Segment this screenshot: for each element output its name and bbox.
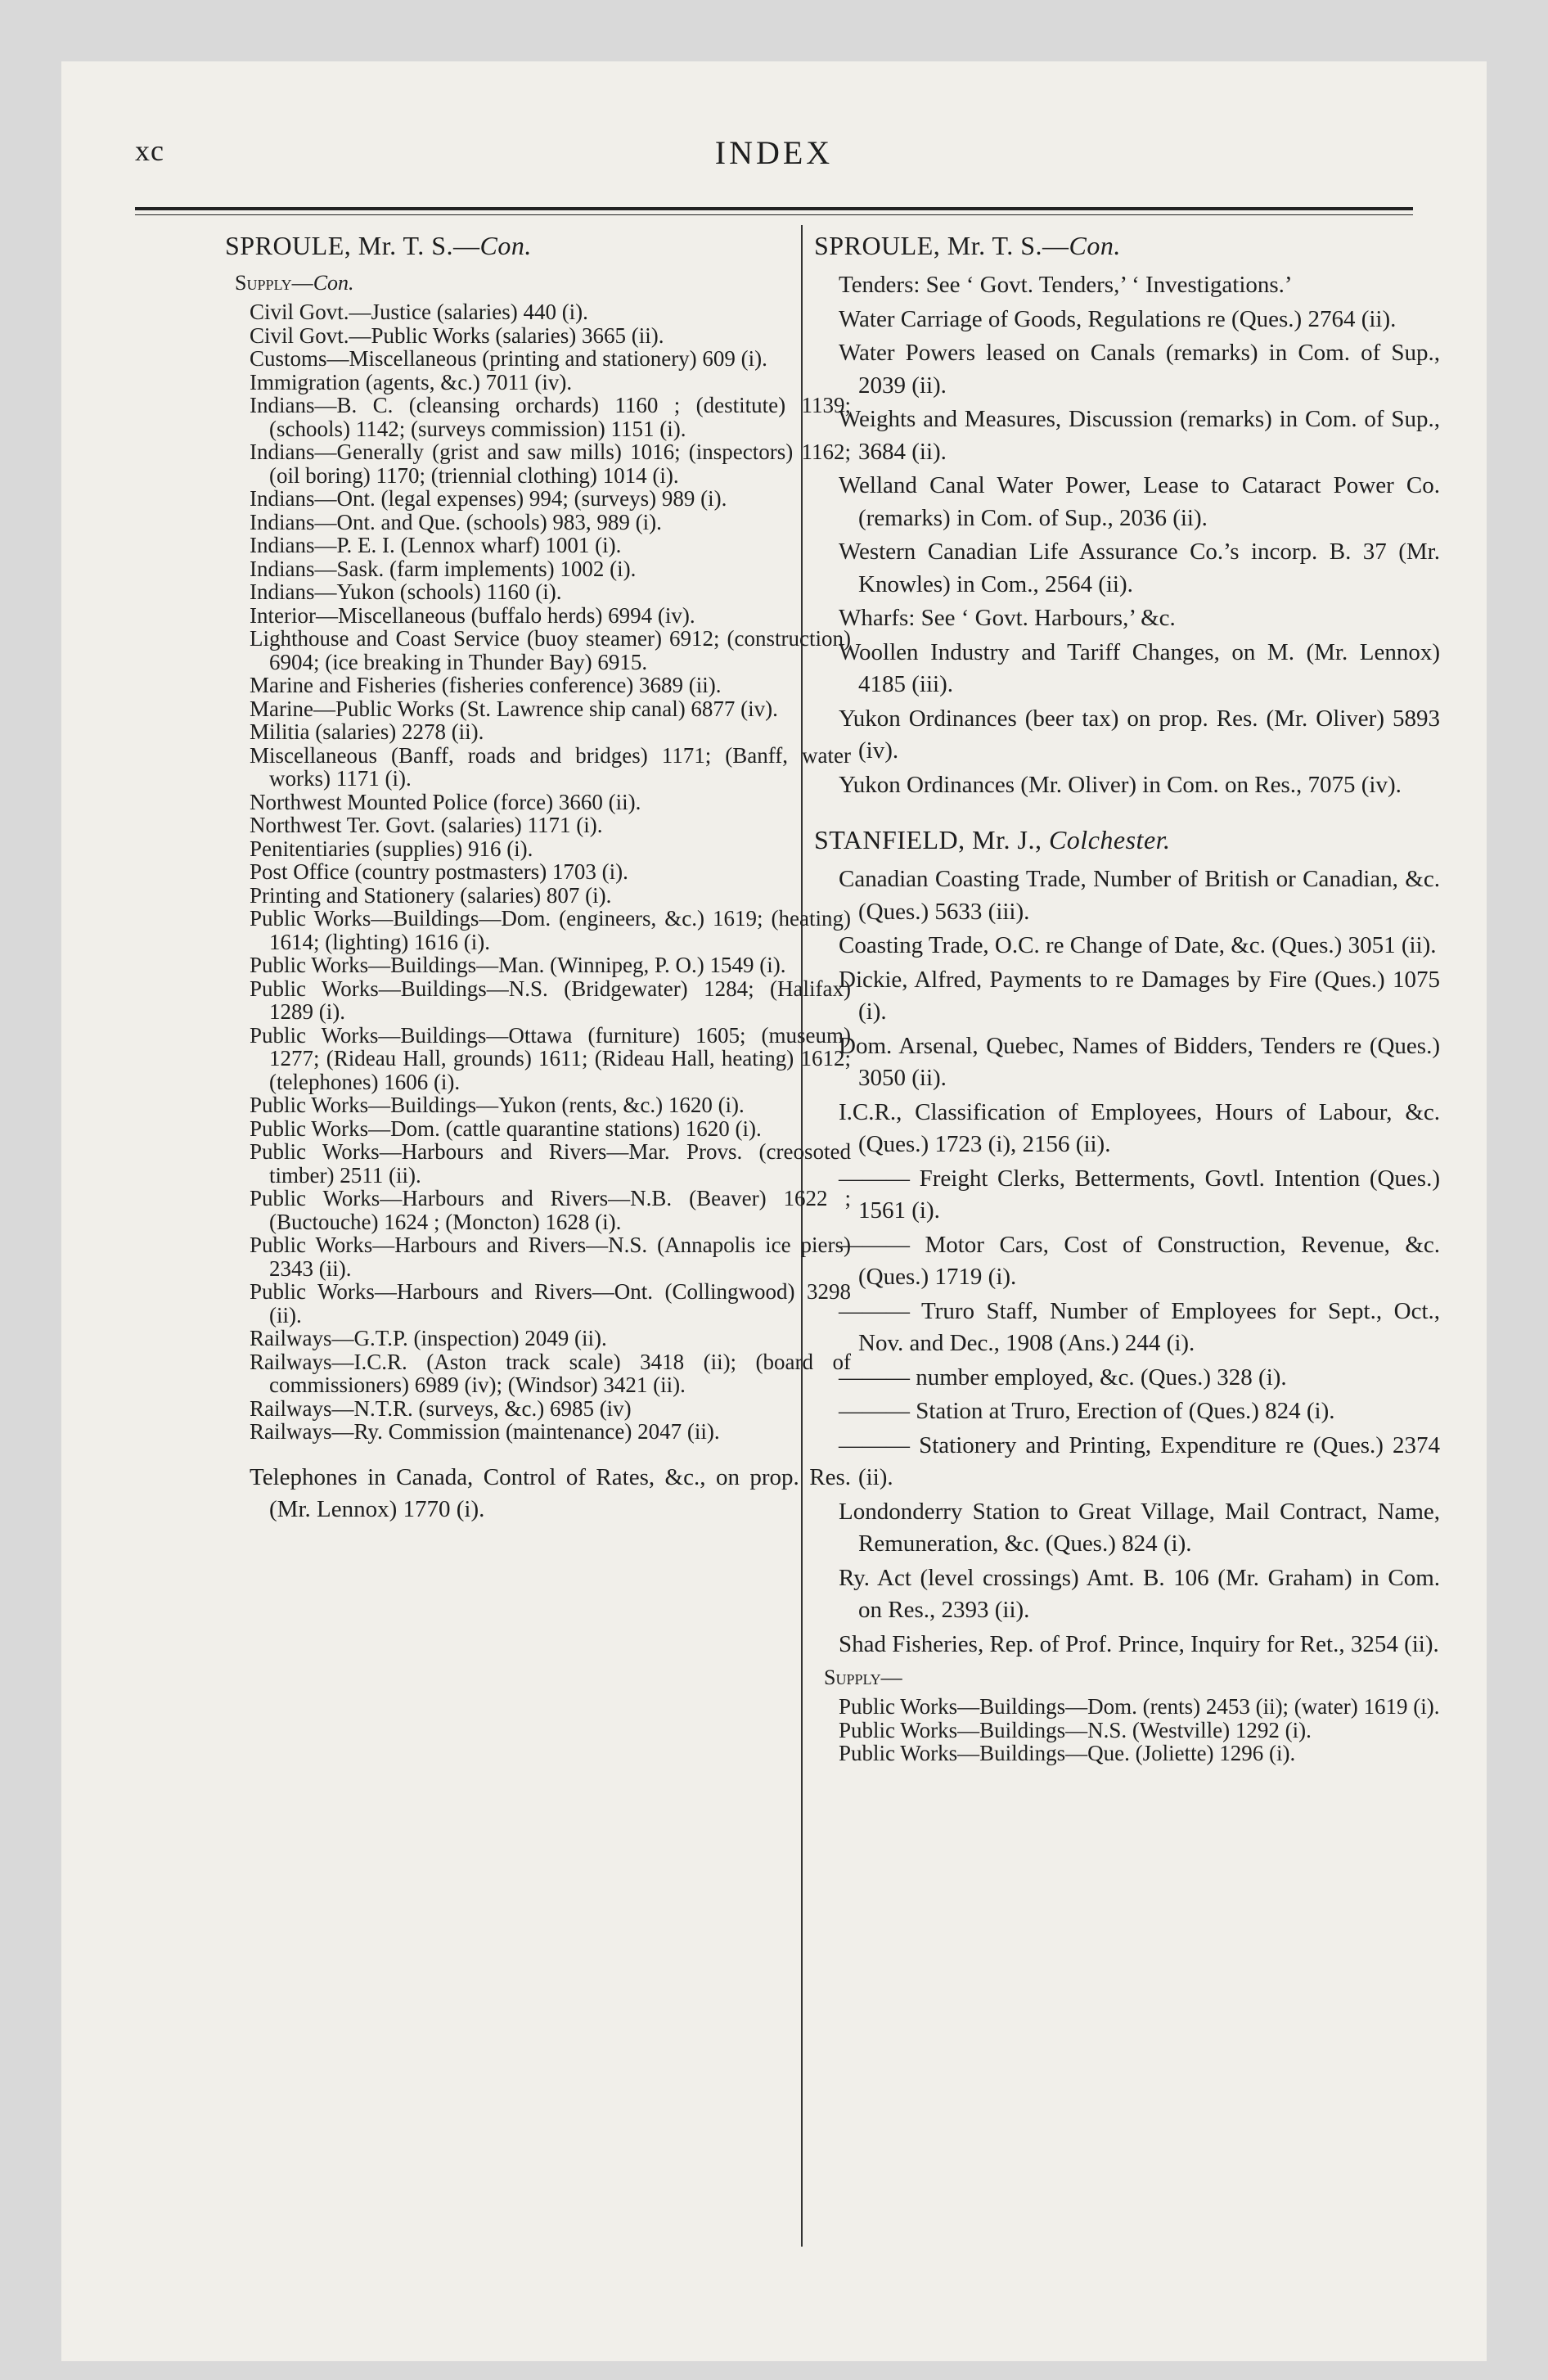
index-page (61, 61, 1487, 2361)
index-entry: Woollen Industry and Tariff Changes, on M. (Mr. Lennox) 4185 (iii). (839, 638, 1440, 697)
index-entry: ——— Freight Clerks, Betterments, Govtl. Intention (Ques.) 1561 (i). (839, 1165, 1440, 1224)
index-entry: Public Works—Harbours and Rivers—Mar. Provs. (creosoted timber) 2511 (ii). (250, 1139, 851, 1188)
page-title: INDEX (714, 134, 834, 171)
index-entry: Weights and Measures, Discussion (remarks) in Com. of Sup., 3684 (ii). (839, 406, 1440, 465)
index-entry: Militia (salaries) 2278 (ii). (250, 719, 484, 744)
index-entry: Northwest Mounted Police (force) 3660 (ii). (250, 789, 641, 814)
index-entry: Tenders: See ‘ Govt. Tenders,’ ‘ Investigations.’ (839, 272, 1293, 298)
index-entry: Northwest Ter. Govt. (salaries) 1171 (i). (250, 813, 603, 837)
index-entry: Londonderry Station to Great Village, Mail Contract, Name, Remuneration, &c. (Ques.) 824 (i). (839, 1498, 1440, 1557)
subheading-supply: Supply—Con. (235, 271, 354, 295)
index-entry: Public Works—Harbours and Rivers—N.B. (Beaver) 1622 ; (Buctouche) 1624 ; (Moncton) 1628 (i). (250, 1186, 851, 1234)
index-entry: Yukon Ordinances (Mr. Oliver) in Com. on Res., 7075 (iv). (839, 771, 1402, 798)
index-entry: Public Works—Buildings—Ottawa (furniture) 1605; (museum) 1277; (Rideau Hall, grounds) 1611; (Rideau Hall, heating) 1612; (telephones) 1606 (i). (250, 1022, 851, 1094)
index-entry: I.C.R., Classification of Employees, Hours of Labour, &c. (Ques.) 1723 (i), 2156 (ii). (839, 1098, 1440, 1157)
index-entry: Marine and Fisheries (fisheries conference) 3689 (ii). (250, 673, 722, 697)
index-entry: Railways—Ry. Commission (maintenance) 2047 (ii). (250, 1419, 720, 1444)
index-entry: ——— Motor Cars, Cost of Construction, Revenue, &c. (Ques.) 1719 (i). (839, 1231, 1440, 1290)
index-entry: Public Works—Buildings—N.S. (Bridgewater) 1284; (Halifax) 1289 (i). (250, 976, 851, 1024)
right-column (814, 232, 1440, 1765)
index-entry: Indians—B. C. (cleansing orchards) 1160 ; (destitute) 1139; (schools) 1142; (surveys commission) 1151 (i). (250, 393, 851, 441)
index-entry: Immigration (agents, &c.) 7011 (iv). (250, 369, 573, 394)
index-entry: Railways—N.T.R. (surveys, &c.) 6985 (iv) (250, 1395, 632, 1421)
index-entry: Indians—Ont. (legal expenses) 994; (surveys) 989 (i). (250, 486, 727, 511)
index-entry: ——— Station at Truro, Erection of (Ques.) 824 (i). (839, 1398, 1335, 1424)
subheading-supply-stanfield: Supply— (824, 1666, 902, 1689)
index-entry: Water Powers leased on Canals (remarks) in Com. of Sup., 2039 (ii). (839, 340, 1440, 399)
index-entry: Printing and Stationery (salaries) 807 (i). (250, 882, 612, 908)
index-entry: Telephones in Canada, Control of Rates, &c., on prop. Res. (Mr. Lennox) 1770 (i). (250, 1463, 851, 1522)
left-tail-items (225, 1462, 851, 1526)
index-entry: Public Works—Buildings—N.S. (Westville) 1292 (i). (839, 1717, 1312, 1742)
entry-heading-sproule: SPROULE, Mr. T. S.—Con. (225, 231, 532, 260)
index-entry: Yukon Ordinances (beer tax) on prop. Res. (Mr. Oliver) 5893 (iv). (839, 705, 1440, 764)
index-entry: Wharfs: See ‘ Govt. Harbours,’ &c. (839, 605, 1176, 631)
index-entry: Public Works—Buildings—Que. (Joliette) 1296 (i). (839, 1741, 1296, 1765)
index-entry: Public Works—Harbours and Rivers—Ont. (Collingwood) 3298 (ii). (250, 1279, 851, 1327)
entry-heading-stanfield: STANFIELD, Mr. J., Colchester. (814, 825, 1171, 854)
sproule-items (814, 269, 1440, 801)
index-entry: Post Office (country postmasters) 1703 (i). (250, 859, 628, 884)
page-header (135, 133, 1413, 174)
index-entry: ——— Stationery and Printing, Expenditure re (Ques.) 2374 (ii). (839, 1431, 1440, 1490)
index-entry: Railways—I.C.R. (Aston track scale) 3418 (ii); (board of commissioners) 6989 (iv); (Windsor) 3421 (ii). (250, 1349, 851, 1397)
index-entry: Coasting Trade, O.C. re Change of Date, &c. (Ques.) 3051 (ii). (839, 932, 1437, 958)
index-entry: Shad Fisheries, Rep. of Prof. Prince, Inquiry for Ret., 3254 (ii). (839, 1630, 1439, 1657)
index-entry: Indians—P. E. I. (Lennox wharf) 1001 (i). (250, 533, 622, 557)
index-entry: Western Canadian Life Assurance Co.’s incorp. B. 37 (Mr. Knowles) in Com., 2564 (ii). (839, 539, 1440, 597)
index-entry: Indians—Ont. and Que. (schools) 983, 989 (i). (250, 509, 662, 534)
index-entry: Dickie, Alfred, Payments to re Damages by Fire (Ques.) 1075 (i). (839, 966, 1440, 1025)
index-entry: Marine—Public Works (St. Lawrence ship canal) 6877 (iv). (250, 696, 778, 721)
index-entry: Indians—Generally (grist and saw mills) 1016; (inspectors) 1162; (oil boring) 1170; (triennial clothing) 1014 (i). (250, 439, 851, 488)
index-entry: Public Works—Buildings—Yukon (rents, &c.) 1620 (i). (250, 1093, 745, 1117)
index-entry: Public Works—Buildings—Dom. (rents) 2453 (ii); (water) 1619 (i). (839, 1694, 1440, 1719)
stanfield-supply-items (814, 1695, 1440, 1765)
index-entry: Civil Govt.—Justice (salaries) 440 (i). (250, 300, 588, 324)
index-entry: Interior—Miscellaneous (buffalo herds) 6994 (iv). (250, 602, 695, 628)
index-entry: Public Works—Buildings—Dom. (engineers, &c.) 1619; (heating) 1614; (lighting) 1616 (i). (250, 906, 851, 954)
entry-heading-sproule-cont: SPROULE, Mr. T. S.—Con. (814, 231, 1121, 260)
index-entry: Ry. Act (level crossings) Amt. B. 106 (Mr. Graham) in Com. on Res., 2393 (ii). (839, 1564, 1440, 1623)
index-entry: Public Works—Dom. (cattle quarantine stations) 1620 (i). (250, 1116, 762, 1141)
index-entry: Welland Canal Water Power, Lease to Cataract Power Co. (remarks) in Com. of Sup., 2036 (ii). (839, 472, 1440, 531)
index-entry: Lighthouse and Coast Service (buoy steamer) 6912; (construction) 6904; (ice breaking in Thunder Bay) 6915. (250, 626, 851, 674)
index-entry: ——— number employed, &c. (Ques.) 328 (i). (839, 1364, 1287, 1391)
left-column (225, 232, 851, 1528)
index-entry: ——— Truro Staff, Number of Employees for Sept., Oct., Nov. and Dec., 1908 (Ans.) 244 (i). (839, 1297, 1440, 1356)
index-entry: Customs—Miscellaneous (printing and stationery) 609 (i). (250, 346, 767, 371)
index-entry: Indians—Yukon (schools) 1160 (i). (250, 579, 562, 604)
index-entry: Miscellaneous (Banff, roads and bridges) 1171; (Banff, water works) 1171 (i). (250, 742, 851, 791)
index-entry: Railways—G.T.P. (inspection) 2049 (ii). (250, 1326, 607, 1350)
index-entry: Public Works—Buildings—Man. (Winnipeg, P. O.) 1549 (i). (250, 953, 786, 977)
page-number: xc (135, 134, 164, 167)
supply-items (225, 300, 851, 1444)
index-entry: Civil Govt.—Public Works (salaries) 3665 (ii). (250, 322, 664, 348)
index-entry: Dom. Arsenal, Quebec, Names of Bidders, Tenders re (Ques.) 3050 (ii). (839, 1032, 1440, 1091)
index-entry: Canadian Coasting Trade, Number of British or Canadian, &c. (Ques.) 5633 (iii). (839, 866, 1440, 925)
stanfield-items (814, 863, 1440, 1661)
index-entry: Indians—Sask. (farm implements) 1002 (i). (250, 556, 637, 581)
index-entry: Penitentiaries (supplies) 916 (i). (250, 836, 533, 861)
index-entry: Water Carriage of Goods, Regulations re (Ques.) 2764 (ii). (839, 305, 1397, 332)
index-entry: Public Works—Harbours and Rivers—N.S. (Annapolis ice piers) 2343 (ii). (250, 1233, 851, 1281)
